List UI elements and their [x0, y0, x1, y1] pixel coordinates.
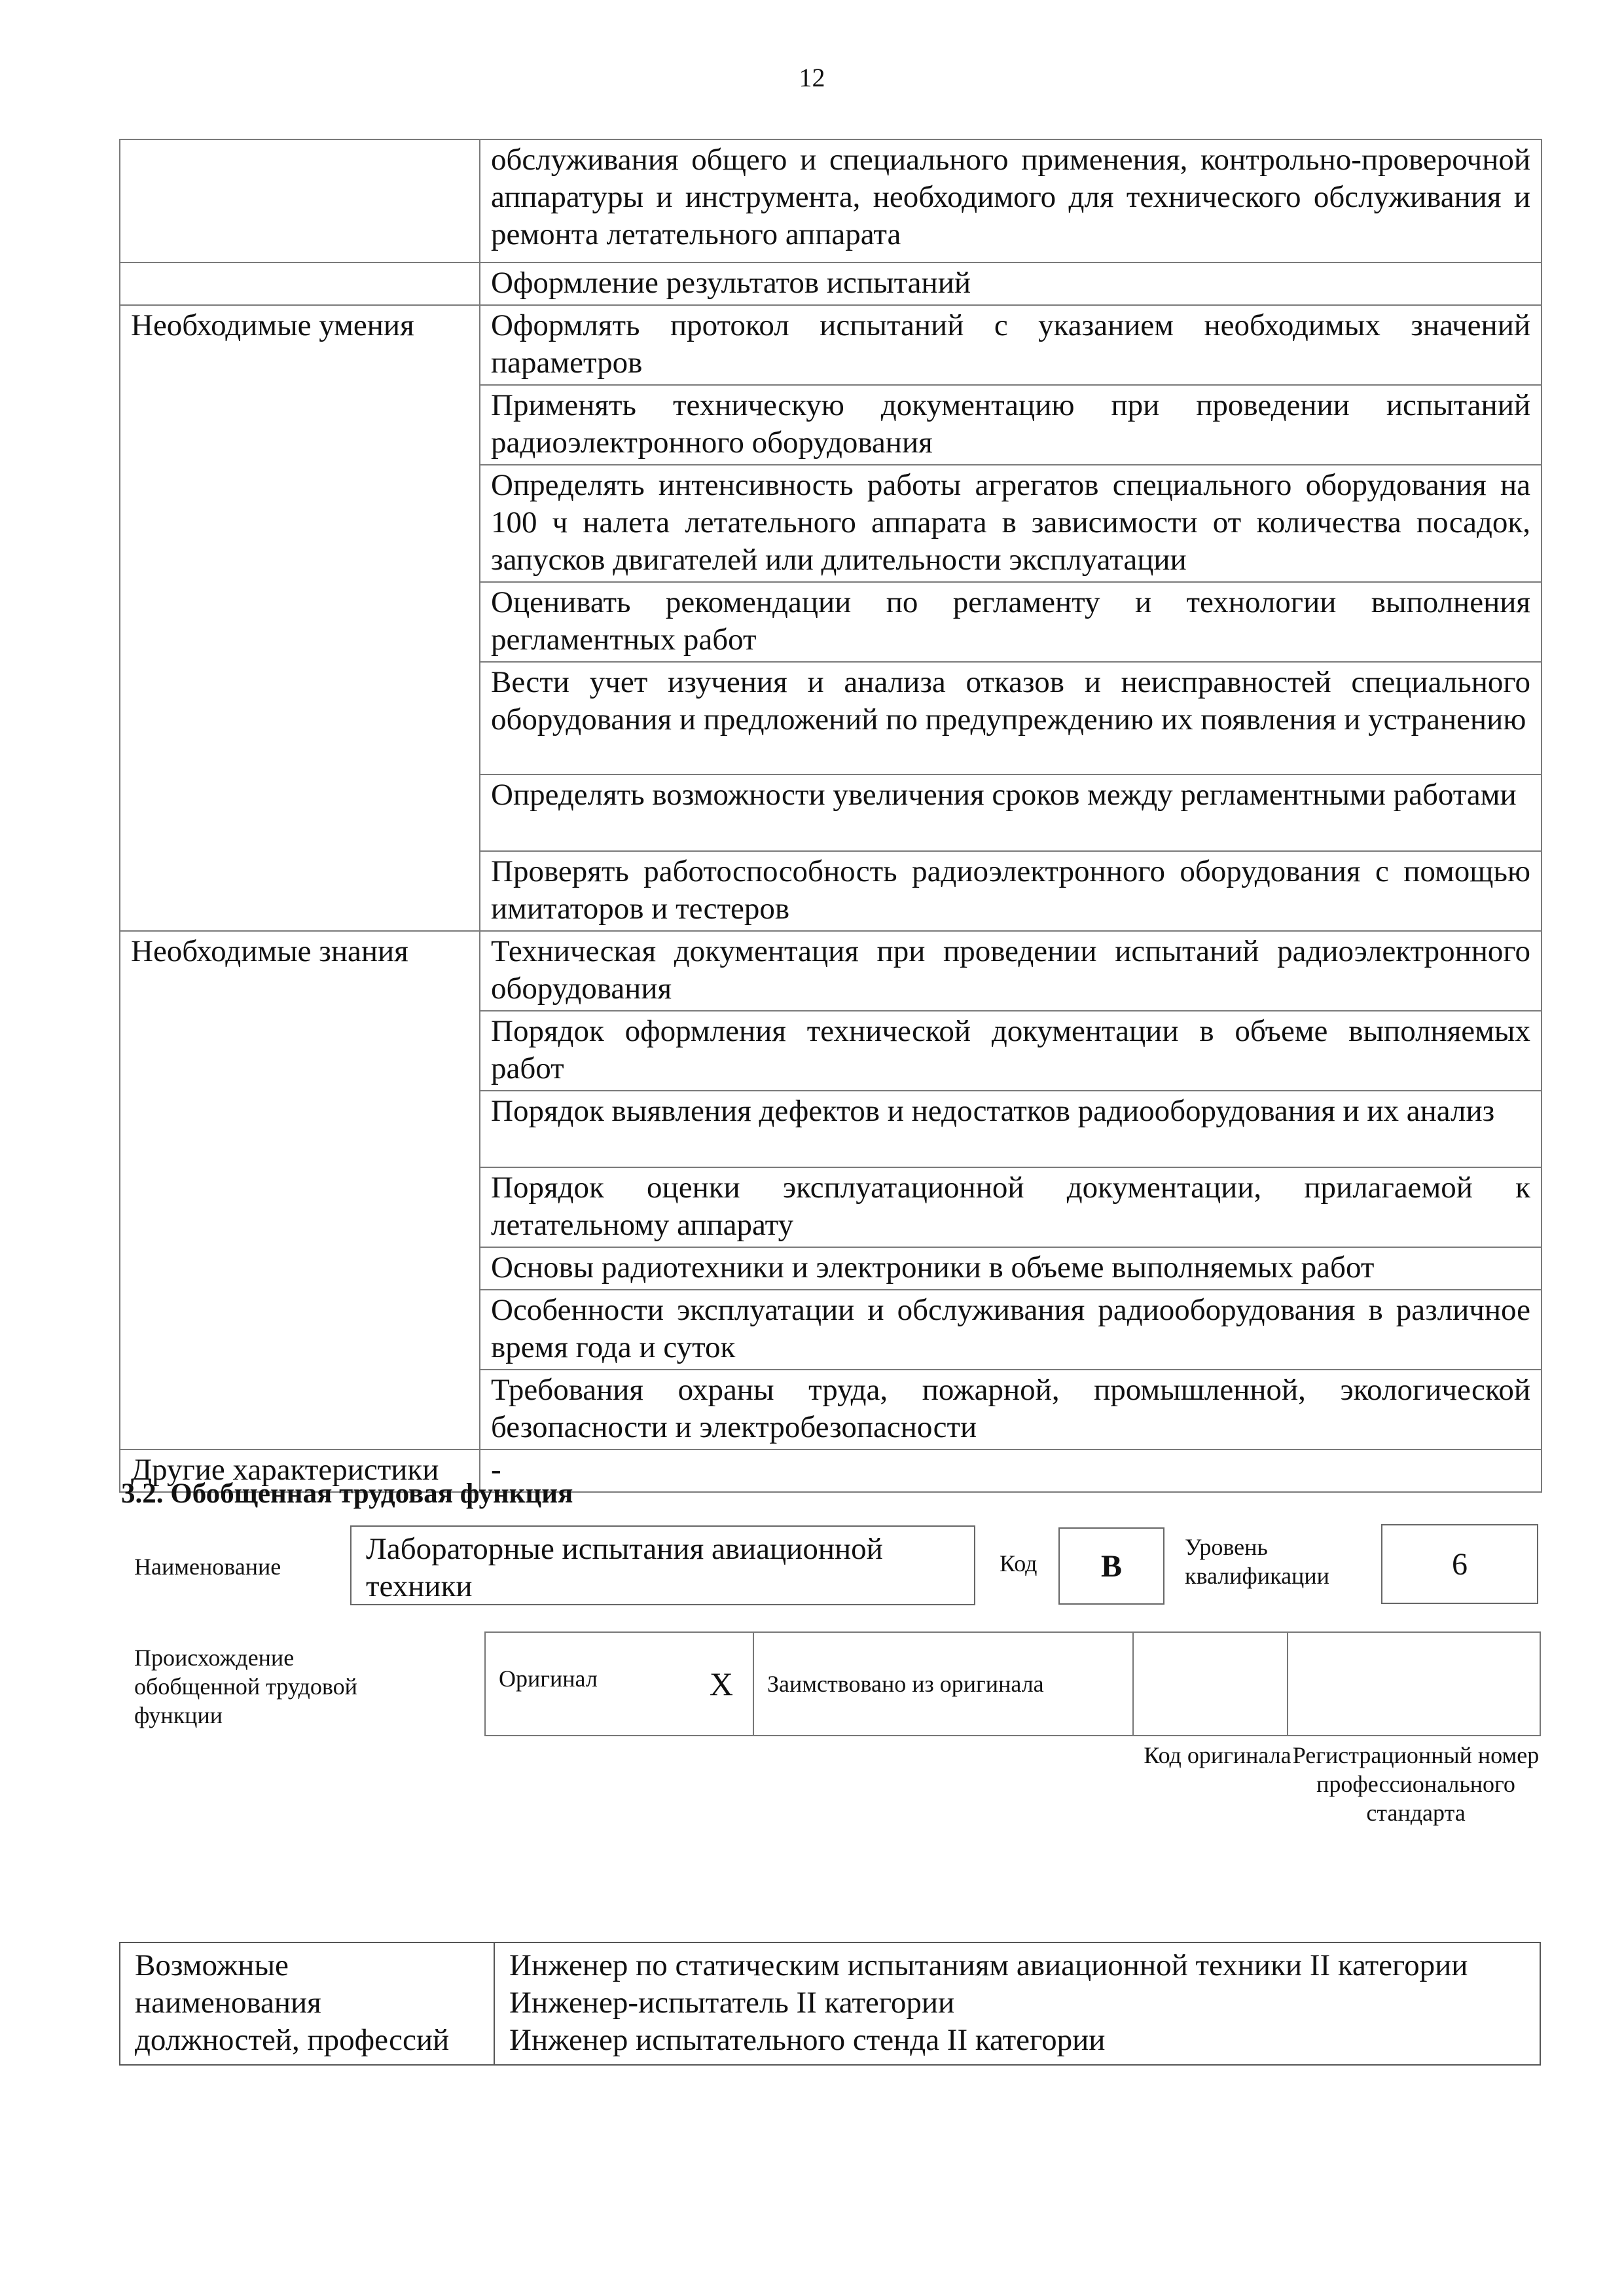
- table-cell: Техническая документация при проведении испытаний радиоэлектронного оборудования: [480, 931, 1542, 1011]
- job-titles-label: Возможные наименования должностей, профессий: [120, 1942, 494, 2065]
- table-row: [120, 931, 1542, 1011]
- table-row: [120, 263, 1542, 305]
- table-cell: Оформлять протокол испытаний с указанием необходимых значений параметров: [480, 305, 1542, 385]
- borrowed-label: Заимствовано из оригинала: [753, 1632, 1133, 1736]
- name-label: Наименование: [134, 1554, 281, 1580]
- table-cell: Определять возможности увеличения сроков между регламентными работами: [480, 774, 1542, 851]
- list-item: Инженер испытательного стенда II категории: [509, 2023, 1106, 2057]
- category-knowledge: Необходимые знания: [120, 931, 480, 1449]
- table-cell: -: [480, 1449, 1542, 1492]
- list-item: Инженер по статическим испытаниям авиационной техники II категории: [509, 1948, 1468, 1982]
- section-heading: 3.2. Обобщенная трудовая функция: [121, 1478, 573, 1509]
- table-cell: Порядок оценки эксплуатационной документации, прилагаемой к летательному аппарату: [480, 1167, 1542, 1247]
- table-cell: Основы радиотехники и электроники в объеме выполняемых работ: [480, 1247, 1542, 1290]
- table-cell: Оформление результатов испытаний: [480, 263, 1542, 305]
- name-value: Лабораторные испытания авиационной техники: [350, 1525, 975, 1605]
- table-cell: Оценивать рекомендации по регламенту и технологии выполнения регламентных работ: [480, 582, 1542, 662]
- reg-number-cell: [1288, 1632, 1540, 1736]
- page-number: 12: [799, 63, 825, 92]
- category-cell-continued: [120, 139, 480, 263]
- original-cell: [485, 1632, 753, 1736]
- job-titles-list: [494, 1942, 1540, 2065]
- job-titles-table: [119, 1942, 1541, 2066]
- table-cell: Требования охраны труда, пожарной, промышленной, экологической безопасности и электробезопасности: [480, 1370, 1542, 1449]
- table-cell: Определять интенсивность работы агрегатов специального оборудования на 100 ч налета летательного аппарата в зависимости от количества посадок, запусков двигателей или длительности эксплуатации: [480, 465, 1542, 582]
- table-cell: Порядок выявления дефектов и недостатков радиооборудования и их анализ: [480, 1091, 1542, 1167]
- origin-table: [484, 1631, 1541, 1736]
- table-row: [120, 139, 1542, 263]
- code-value: B: [1058, 1527, 1164, 1605]
- code-original-caption: Код оригинала: [1144, 1742, 1291, 1768]
- category-skills: Необходимые умения: [120, 305, 480, 931]
- original-label: Оригинал: [499, 1666, 598, 1692]
- level-label: Уровень квалификации: [1185, 1534, 1329, 1589]
- origin-label: Происхождение обобщенной трудовой функции: [134, 1645, 357, 1728]
- category-other: Другие характеристики: [120, 1449, 480, 1492]
- code-original-cell: [1133, 1632, 1288, 1736]
- table-cell: Порядок оформления технической документации в объеме выполняемых работ: [480, 1011, 1542, 1091]
- table-row: [120, 1942, 1540, 2065]
- category-cell-continued: [120, 263, 480, 305]
- list-item: Инженер-испытатель II категории: [509, 1986, 955, 2020]
- reg-number-caption: Регистрационный номер профессионального стандарта: [1292, 1742, 1540, 1826]
- original-mark: X: [709, 1666, 733, 1702]
- table-cell: Вести учет изучения и анализа отказов и неисправностей специального оборудования и предложений по предупреждению их появления и устранению: [480, 662, 1542, 774]
- table-row: [120, 305, 1542, 385]
- table-cell: Особенности эксплуатации и обслуживания радиооборудования в различное время года и суток: [480, 1290, 1542, 1370]
- level-value: 6: [1381, 1524, 1538, 1604]
- skills-knowledge-table: [119, 139, 1542, 1493]
- table-cell: Применять техническую документацию при проведении испытаний радиоэлектронного оборудования: [480, 385, 1542, 465]
- table-row: [485, 1632, 1540, 1736]
- table-cell: Проверять работоспособность радиоэлектронного оборудования с помощью имитаторов и тестеров: [480, 851, 1542, 931]
- table-cell: обслуживания общего и специального применения, контрольно-проверочной аппаратуры и инструмента, необходимого для технического обслуживания и ремонта летательного аппарата: [480, 139, 1542, 263]
- code-label: Код: [1000, 1550, 1038, 1576]
